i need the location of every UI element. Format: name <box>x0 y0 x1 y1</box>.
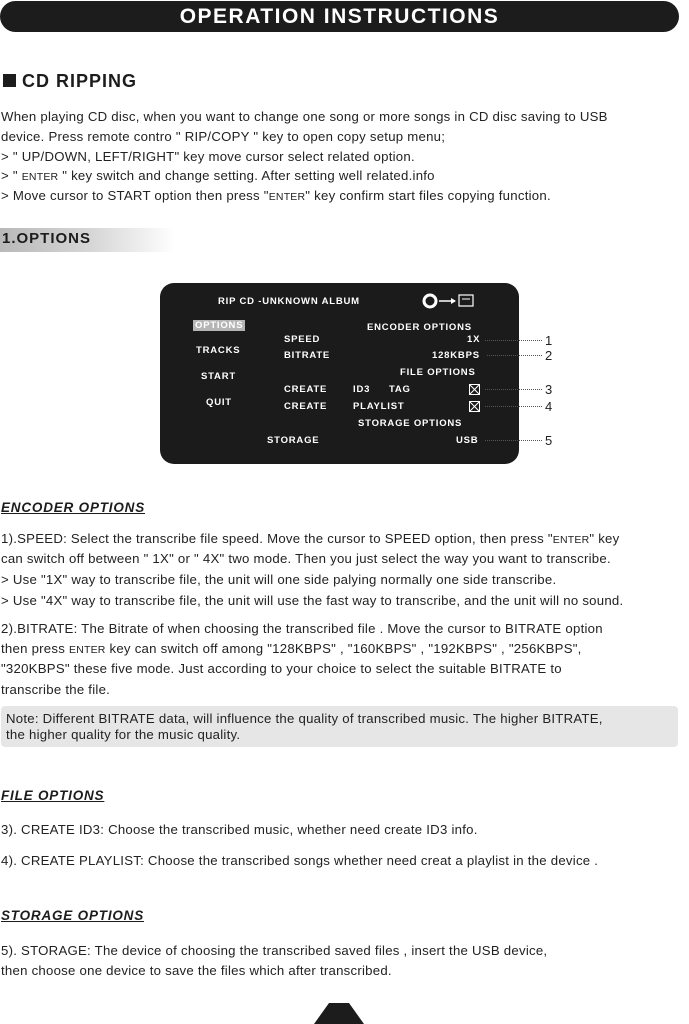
menu-item-tracks: TRACKS <box>196 345 241 356</box>
bitrate-text-a: then press <box>1 641 69 656</box>
section-bullet-square <box>3 74 16 87</box>
storage-options-title: STORAGE OPTIONS <box>1 908 145 923</box>
callout-number-4: 4 <box>545 399 553 414</box>
speed-text-b: " key <box>589 531 620 546</box>
file-options-title: FILE OPTIONS <box>1 788 105 803</box>
rip-cd-screen <box>160 283 519 464</box>
page-footer-tab <box>314 1003 364 1024</box>
disc-to-usb-icon <box>422 292 478 310</box>
intro-line-5 <box>1 188 551 203</box>
create-playlist-paragraph: 4). CREATE PLAYLIST: Choose the transcribed songs whether need creat a playlist in the device . <box>1 853 599 868</box>
bitrate-paragraph-line-4: transcribe the file. <box>1 682 111 697</box>
enter-key-label: ENTER <box>552 534 590 546</box>
note-line-2: the higher quality for the music quality. <box>6 727 241 742</box>
intro-line-1: When playing CD disc, when you want to change one song or more songs in CD disc saving to USB <box>1 109 608 124</box>
bitrate-text-b: key can switch off among "128KBPS" , "160KBPS" , "192KBPS" , "256KBPS", <box>105 641 582 656</box>
menu-item-options: OPTIONS <box>195 320 244 331</box>
callout-number-1: 1 <box>545 333 553 348</box>
note-line-1: Note: Different BITRATE data, will influence the quality of transcribed music. The higher BITRATE, <box>6 711 603 726</box>
speed-text-a: 1).SPEED: Select the transcribe file speed. Move the cursor to SPEED option, then press " <box>1 531 553 546</box>
callout-number-3: 3 <box>545 382 553 397</box>
bitrate-paragraph-line-3: "320KBPS" these five mode. Just according to your choice to select the suitable BITRATE to <box>1 661 562 676</box>
speed-value: 1X <box>467 334 481 345</box>
enter-key-label: ENTER <box>268 191 306 203</box>
note-box <box>1 706 678 747</box>
intro-line-5-b: " key confirm start files copying function. <box>305 188 551 203</box>
page-title-banner: OPERATION INSTRUCTIONS <box>0 1 679 32</box>
storage-paragraph-line-1: 5). STORAGE: The device of choosing the transcribed saved files , insert the USB device, <box>1 943 548 958</box>
callout-line-4 <box>485 406 542 407</box>
id3-tag-checkbox <box>469 384 480 395</box>
enter-key-label: ENTER <box>69 644 106 656</box>
speed-paragraph-line-3: > Use "1X" way to transcribe file, the unit will one side palying normally one side transcribe. <box>1 572 557 587</box>
storage-paragraph-line-2: then choose one device to save the files which after transcribed. <box>1 963 392 978</box>
bitrate-label: BITRATE <box>284 350 331 361</box>
callout-line-2 <box>487 355 542 356</box>
create-playlist-label: CREATE <box>284 401 328 412</box>
speed-paragraph-line-4: > Use "4X" way to transcribe file, the unit will use the fast way to transcribe, and the unit will no sound. <box>1 593 624 608</box>
storage-options-header: STORAGE OPTIONS <box>358 418 463 429</box>
speed-paragraph-line-2: can switch off between " 1X" or " 4X" two mode. Then you just select the way you want to transcribe. <box>1 551 611 566</box>
storage-label: STORAGE <box>267 435 320 446</box>
callout-line-1 <box>485 340 542 341</box>
section-title: CD RIPPING <box>22 71 138 91</box>
intro-line-4-a: > " <box>1 168 18 183</box>
intro-line-5-a: > Move cursor to START option then press " <box>1 188 269 203</box>
bitrate-paragraph-line-1: 2).BITRATE: The Bitrate of when choosing the transcribed file . Move the cursor to BITRATE option <box>1 621 603 636</box>
callout-line-5 <box>485 440 542 441</box>
bitrate-paragraph-line-2 <box>1 641 582 656</box>
storage-value: USB <box>456 435 479 446</box>
callout-number-5: 5 <box>545 433 553 448</box>
tag-label: TAG <box>389 384 411 395</box>
menu-item-quit: QUIT <box>206 397 232 408</box>
intro-line-4-b: " key switch and change setting. After setting well related.info <box>58 168 435 183</box>
callout-line-3 <box>485 389 542 390</box>
playlist-label: PLAYLIST <box>353 401 405 412</box>
create-id3-paragraph: 3). CREATE ID3: Choose the transcribed music, whether need create ID3 info. <box>1 822 478 837</box>
intro-line-3: > " UP/DOWN, LEFT/RIGHT" key move cursor select related option. <box>1 149 415 164</box>
intro-line-4 <box>1 168 435 183</box>
menu-item-start: START <box>201 371 236 382</box>
callout-number-2: 2 <box>545 348 553 363</box>
options-heading: 1.OPTIONS <box>2 230 92 247</box>
enter-key-label: ENTER <box>21 171 59 183</box>
playlist-checkbox <box>469 401 480 412</box>
encoder-options-title: ENCODER OPTIONS <box>1 500 146 515</box>
intro-line-2: device. Press remote contro " RIP/COPY " key to open copy setup menu; <box>1 129 446 144</box>
speed-label: SPEED <box>284 334 321 345</box>
id3-label: ID3 <box>353 384 371 395</box>
bitrate-value: 128KBPS <box>432 350 480 361</box>
create-id3-label: CREATE <box>284 384 328 395</box>
screen-title: RIP CD -UNKNOWN ALBUM <box>218 296 360 307</box>
speed-paragraph-line-1 <box>1 531 619 546</box>
file-options-header: FILE OPTIONS <box>400 367 476 378</box>
encoder-options-header: ENCODER OPTIONS <box>367 322 472 333</box>
